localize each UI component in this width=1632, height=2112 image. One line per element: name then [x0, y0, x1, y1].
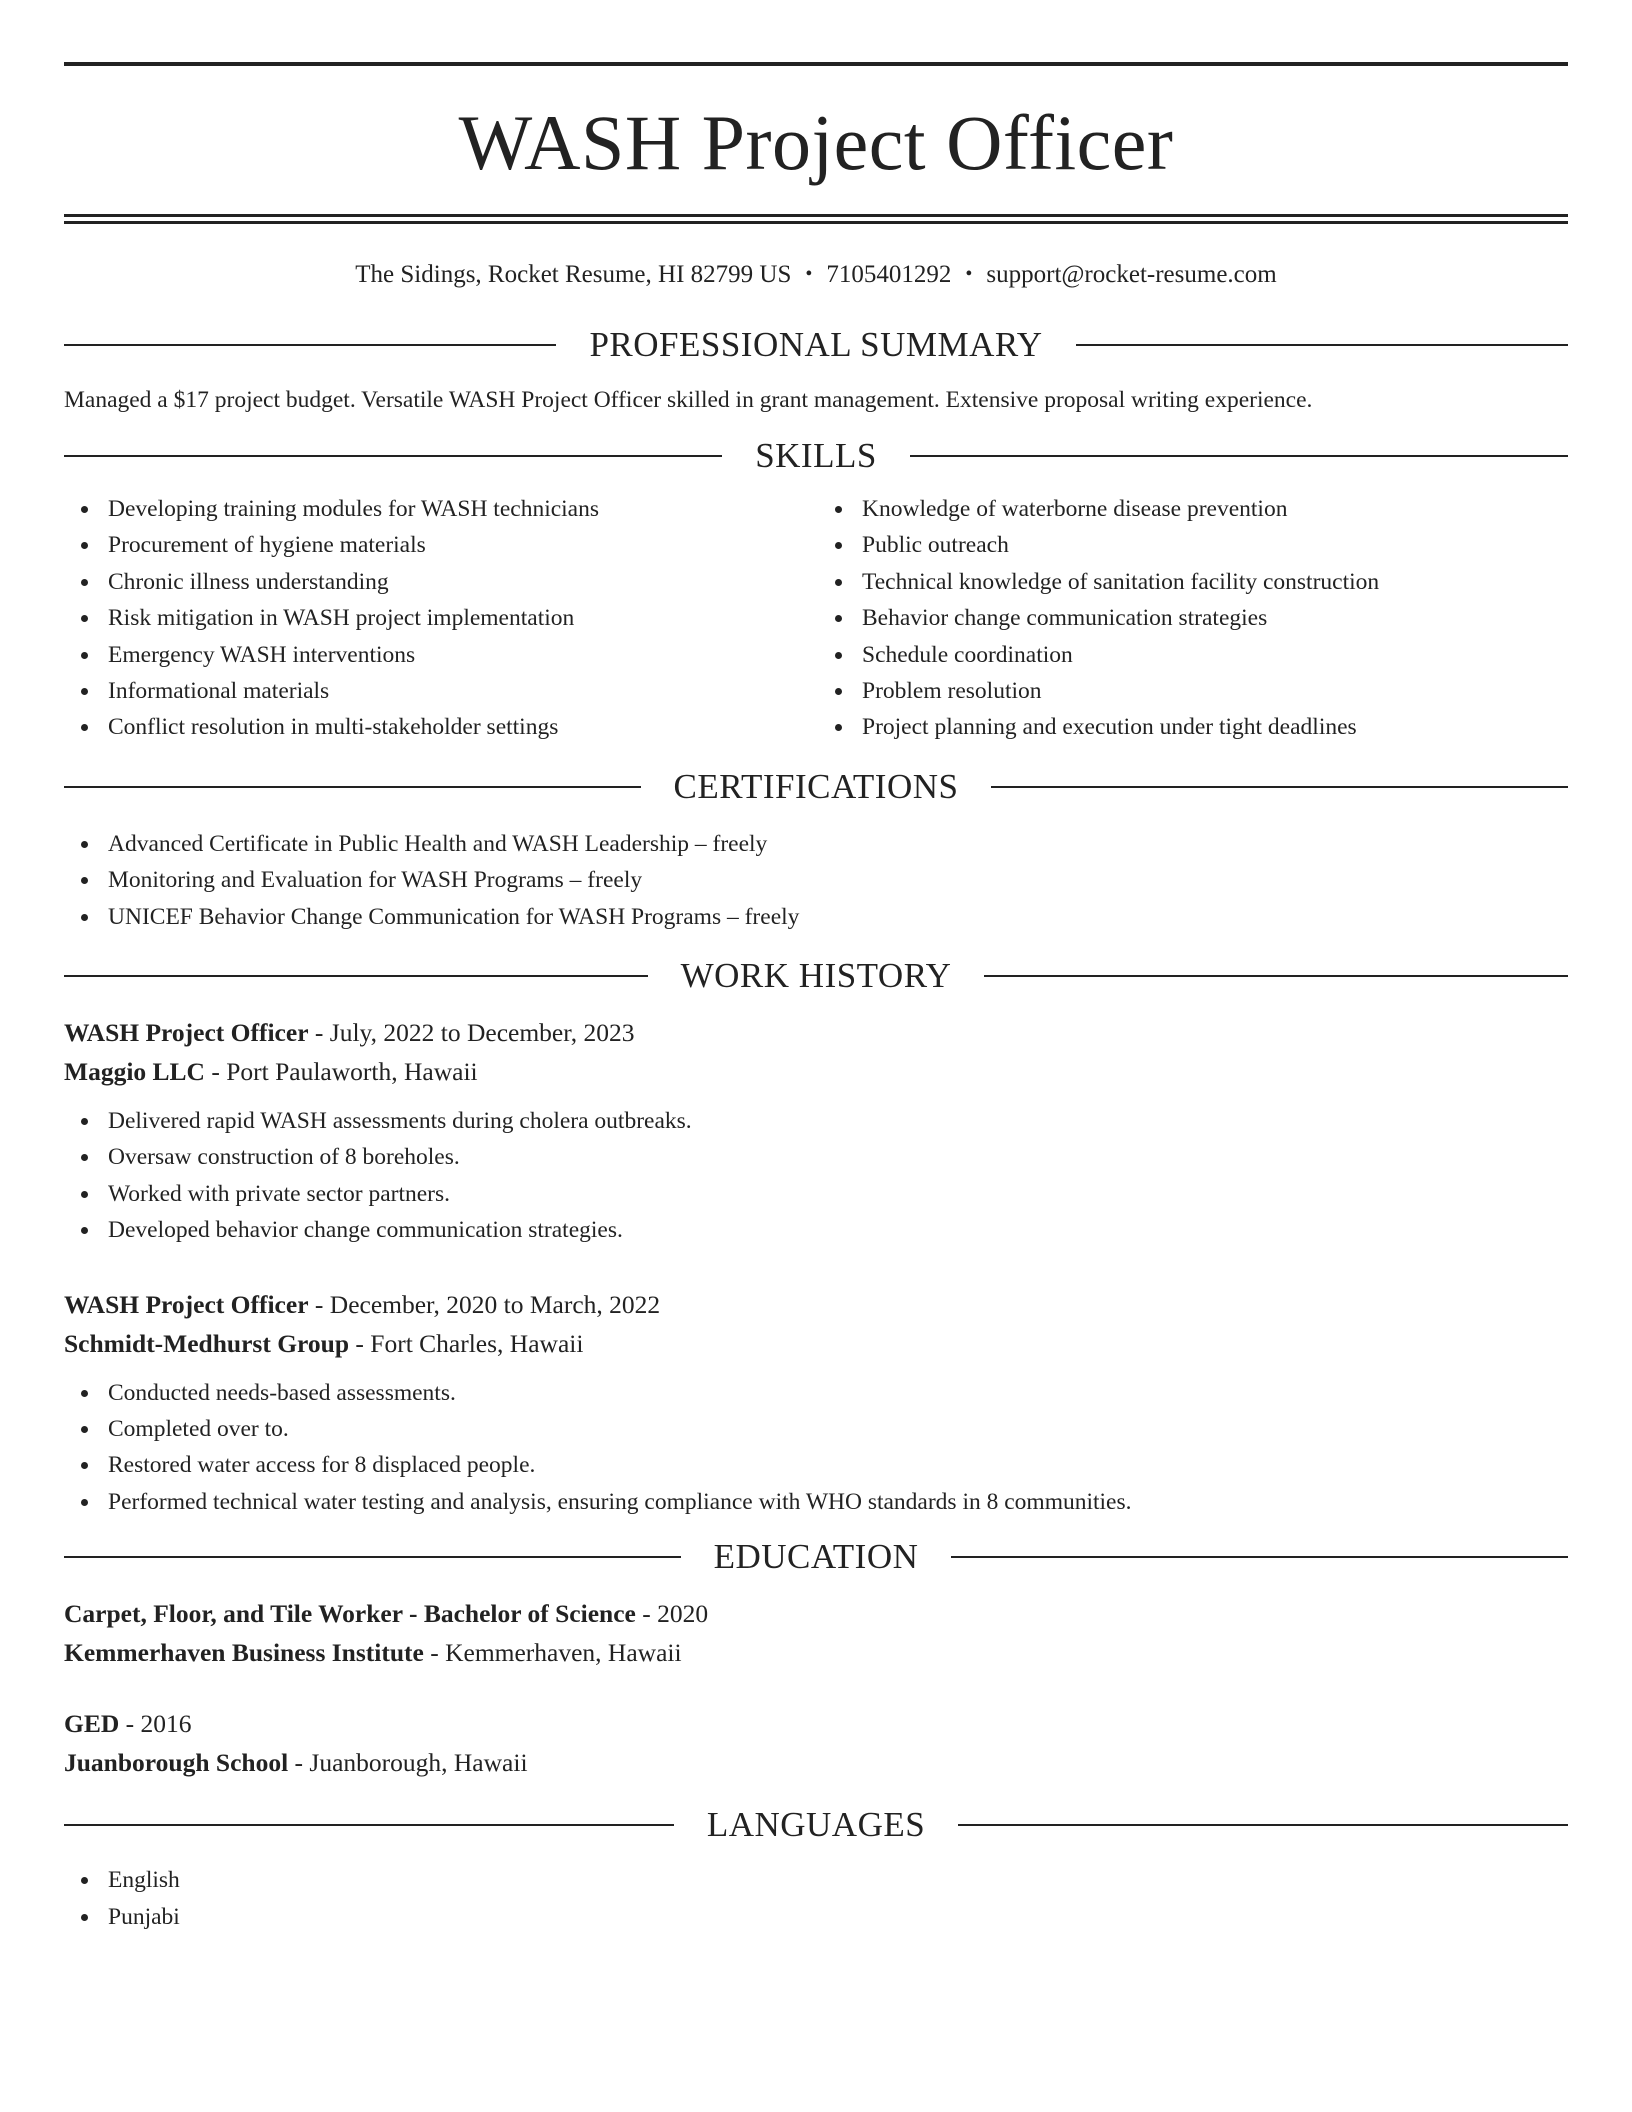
job-location: - Fort Charles, Hawaii	[349, 1328, 584, 1358]
job-company: Schmidt-Medhurst Group	[64, 1328, 350, 1358]
job-bullet: Performed technical water testing and analysis, ensuring compliance with WHO standards in 8 communities.	[64, 1484, 1568, 1520]
job-bullets	[64, 1375, 1568, 1521]
skill-item: Procurement of hygiene materials	[64, 527, 816, 563]
skills-grid	[64, 491, 1568, 746]
education-year: - 2016	[119, 1709, 192, 1739]
heading-rule	[958, 1824, 1568, 1826]
education-entry	[64, 1594, 1568, 1672]
job-company-line	[64, 1324, 1568, 1363]
job-title: WASH Project Officer	[64, 1289, 309, 1319]
skill-item: Developing training modules for WASH technicians	[64, 491, 816, 527]
contact-email: support@rocket-resume.com	[986, 261, 1277, 288]
skill-item: Informational materials	[64, 673, 816, 709]
heading-rule	[64, 1824, 674, 1826]
education-degree: GED	[64, 1709, 120, 1739]
language-item: Punjabi	[64, 1899, 1568, 1935]
contact-line	[64, 260, 1568, 290]
job-bullet: Delivered rapid WASH assessments during cholera outbreaks.	[64, 1103, 1568, 1139]
education-school: Juanborough School	[64, 1748, 289, 1778]
skill-item: Conflict resolution in multi-stakeholder settings	[64, 709, 816, 745]
job-bullet: Worked with private sector partners.	[64, 1176, 1568, 1212]
skill-item: Project planning and execution under tight deadlines	[818, 709, 1568, 745]
education-school-line	[64, 1743, 1568, 1782]
skill-item: Public outreach	[818, 527, 1568, 563]
skill-item: Knowledge of waterborne disease prevention	[818, 491, 1568, 527]
heading-rule	[991, 786, 1568, 788]
contact-address: The Sidings, Rocket Resume, HI 82799 US	[355, 261, 792, 288]
education-location: - Kemmerhaven, Hawaii	[423, 1638, 682, 1668]
section-title: CERTIFICATIONS	[673, 766, 959, 806]
skills-column-right	[816, 491, 1568, 746]
skill-item: Behavior change communication strategies	[818, 600, 1568, 636]
job-bullet: Oversaw construction of 8 boreholes.	[64, 1139, 1568, 1175]
heading-rule	[984, 975, 1568, 977]
job-bullets	[64, 1103, 1568, 1249]
education-degree-line	[64, 1594, 1568, 1633]
certification-item: Monitoring and Evaluation for WASH Programs – freely	[64, 862, 1568, 898]
skill-item: Problem resolution	[818, 673, 1568, 709]
contact-separator: •	[805, 263, 813, 285]
top-rule	[64, 62, 1568, 66]
education-degree-line	[64, 1704, 1568, 1743]
job-dates: - July, 2022 to December, 2023	[308, 1017, 635, 1047]
job-bullet: Restored water access for 8 displaced people.	[64, 1447, 1568, 1483]
job-title: WASH Project Officer	[64, 1017, 309, 1047]
education-school-line	[64, 1633, 1568, 1672]
section-heading-skills	[64, 435, 1568, 477]
job-location: - Port Paulaworth, Hawaii	[204, 1056, 478, 1086]
education-year: - 2020	[635, 1599, 709, 1629]
job-dates: - December, 2020 to March, 2022	[308, 1289, 661, 1319]
job-title-line	[64, 1013, 1568, 1052]
job-title-line	[64, 1285, 1568, 1324]
section-title: WORK HISTORY	[680, 955, 952, 995]
job-company: Maggio LLC	[64, 1056, 205, 1086]
title-double-rule	[64, 214, 1568, 224]
resume-title: WASH Project Officer	[458, 99, 1174, 186]
section-title: LANGUAGES	[706, 1805, 926, 1845]
heading-rule	[910, 455, 1568, 457]
heading-rule	[64, 455, 722, 457]
language-item: English	[64, 1862, 1568, 1898]
heading-rule	[64, 786, 641, 788]
skill-item: Emergency WASH interventions	[64, 637, 816, 673]
section-heading-languages	[64, 1804, 1568, 1846]
section-heading-education	[64, 1536, 1568, 1578]
job-bullet: Developed behavior change communication strategies.	[64, 1212, 1568, 1248]
section-heading-certifications	[64, 766, 1568, 808]
education-location: - Juanborough, Hawaii	[288, 1748, 528, 1778]
job-bullet: Completed over to.	[64, 1411, 1568, 1447]
skill-item: Chronic illness understanding	[64, 564, 816, 600]
section-title: EDUCATION	[713, 1537, 919, 1577]
education-entry	[64, 1704, 1568, 1782]
section-heading-work-history	[64, 955, 1568, 997]
summary-text: Managed a $17 project budget. Versatile WASH Project Officer skilled in grant management. Extensive proposal writing experience.	[64, 387, 1313, 413]
skill-item: Risk mitigation in WASH project implementation	[64, 600, 816, 636]
job-entry	[64, 1013, 1568, 1249]
job-bullet: Conducted needs-based assessments.	[64, 1375, 1568, 1411]
section-title: PROFESSIONAL SUMMARY	[589, 325, 1043, 364]
contact-separator: •	[965, 263, 973, 285]
heading-rule	[1076, 344, 1568, 346]
section-title: SKILLS	[755, 435, 877, 475]
languages-list	[64, 1862, 1568, 1935]
heading-rule	[64, 975, 648, 977]
skills-column-left	[64, 491, 816, 746]
contact-phone: 7105401292	[826, 261, 952, 288]
heading-rule	[64, 1556, 681, 1558]
certification-item: Advanced Certificate in Public Health and WASH Leadership – freely	[64, 826, 1568, 862]
certifications-list	[64, 826, 1568, 935]
skill-item: Technical knowledge of sanitation facility construction	[818, 564, 1568, 600]
section-heading-summary	[64, 324, 1568, 366]
job-entry	[64, 1285, 1568, 1521]
job-company-line	[64, 1052, 1568, 1091]
certification-item: UNICEF Behavior Change Communication for WASH Programs – freely	[64, 899, 1568, 935]
heading-rule	[951, 1556, 1568, 1558]
education-degree: Carpet, Floor, and Tile Worker - Bachelor of Science	[64, 1599, 636, 1629]
heading-rule	[64, 344, 556, 346]
education-school: Kemmerhaven Business Institute	[64, 1638, 424, 1668]
skill-item: Schedule coordination	[818, 637, 1568, 673]
